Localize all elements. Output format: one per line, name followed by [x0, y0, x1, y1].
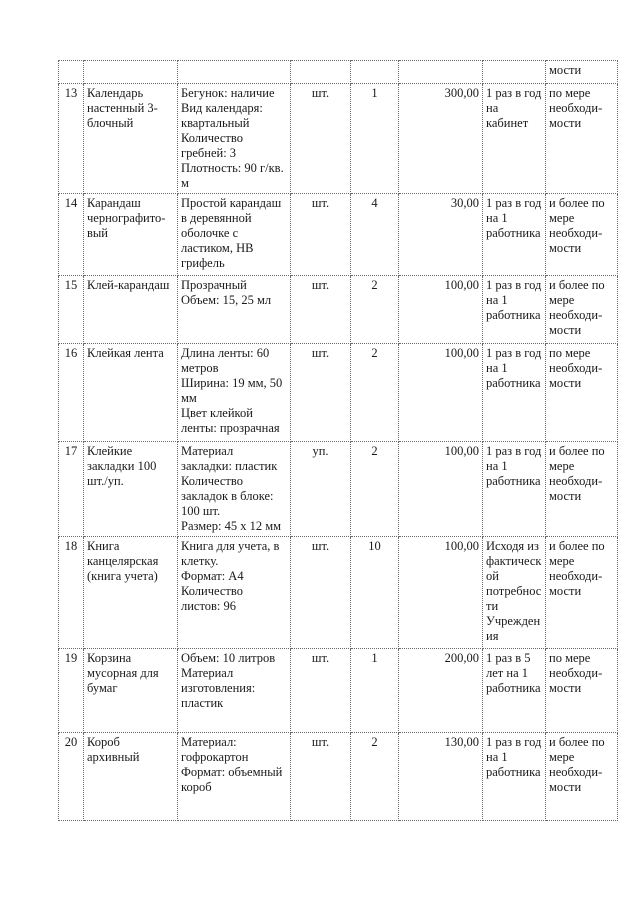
cell-name: Клейкая лента — [84, 344, 178, 442]
cell-spec: Прозрачный Объем: 15, 25 мл — [178, 276, 291, 344]
cell-note: и более по мере необходи- мости — [546, 537, 618, 649]
cell-number: 20 — [59, 733, 84, 821]
cell-unit: шт. — [291, 733, 351, 821]
cell-period: 1 раз в год на 1 работника — [483, 344, 546, 442]
cell-note: по мере необходи- мости — [546, 84, 618, 194]
table-row — [59, 344, 618, 442]
cell-qty — [351, 61, 399, 84]
cell-price: 100,00 — [399, 276, 483, 344]
cell-number: 14 — [59, 194, 84, 276]
table-row — [59, 442, 618, 537]
cell-price: 100,00 — [399, 537, 483, 649]
cell-note: и более по мере необходи- мости — [546, 442, 618, 537]
items-table — [58, 60, 618, 821]
cell-number — [59, 61, 84, 84]
cell-unit: шт. — [291, 194, 351, 276]
cell-price: 300,00 — [399, 84, 483, 194]
cell-name: Книга канцелярская (книга учета) — [84, 537, 178, 649]
cell-period: 1 раз в год на 1 работника — [483, 194, 546, 276]
cell-price: 200,00 — [399, 649, 483, 733]
cell-spec: Длина ленты: 60 метров Ширина: 19 мм, 50 мм Цвет клейкой ленты: прозрачная — [178, 344, 291, 442]
cell-name: Клей-карандаш — [84, 276, 178, 344]
cell-qty: 1 — [351, 84, 399, 194]
cell-note: мости — [546, 61, 618, 84]
cell-spec: Материал: гофрокартон Формат: объемный короб — [178, 733, 291, 821]
items-table-body — [59, 61, 618, 821]
cell-spec: Материал закладки: пластик Количество закладок в блоке: 100 шт. Размер: 45 х 12 мм — [178, 442, 291, 537]
cell-price: 130,00 — [399, 733, 483, 821]
cell-name: Короб архивный — [84, 733, 178, 821]
cell-note: по мере необходи- мости — [546, 649, 618, 733]
table-row — [59, 537, 618, 649]
cell-number: 17 — [59, 442, 84, 537]
cell-price: 30,00 — [399, 194, 483, 276]
cell-name: Клейкие закладки 100 шт./уп. — [84, 442, 178, 537]
cell-period: 1 раз в год на кабинет — [483, 84, 546, 194]
table-row — [59, 276, 618, 344]
cell-price: 100,00 — [399, 442, 483, 537]
cell-unit: шт. — [291, 84, 351, 194]
cell-qty: 1 — [351, 649, 399, 733]
cell-spec: Объем: 10 литров Материал изготовления: пластик — [178, 649, 291, 733]
cell-period: 1 раз в год на 1 работника — [483, 733, 546, 821]
cell-name: Календарь настенный 3- блочный — [84, 84, 178, 194]
cell-period: 1 раз в год на 1 работника — [483, 442, 546, 537]
cell-unit: шт. — [291, 537, 351, 649]
cell-price — [399, 61, 483, 84]
cell-note: и более по мере необходи- мости — [546, 733, 618, 821]
cell-period — [483, 61, 546, 84]
cell-unit: уп. — [291, 442, 351, 537]
cell-name — [84, 61, 178, 84]
cell-number: 13 — [59, 84, 84, 194]
cell-number: 18 — [59, 537, 84, 649]
continuation-row — [59, 61, 618, 84]
cell-note: по мере необходи- мости — [546, 344, 618, 442]
cell-period: 1 раз в 5 лет на 1 работника — [483, 649, 546, 733]
cell-qty: 2 — [351, 276, 399, 344]
cell-note: и более по мере необходи- мости — [546, 194, 618, 276]
cell-spec: Простой карандаш в деревянной оболочке с ластиком, НВ грифель — [178, 194, 291, 276]
cell-period: Исходя из фактическ ой потребнос ти Учрежден ия — [483, 537, 546, 649]
cell-note: и более по мере необходи- мости — [546, 276, 618, 344]
cell-qty: 4 — [351, 194, 399, 276]
table-row — [59, 733, 618, 821]
cell-qty: 2 — [351, 733, 399, 821]
cell-number: 16 — [59, 344, 84, 442]
cell-qty: 10 — [351, 537, 399, 649]
cell-unit: шт. — [291, 344, 351, 442]
cell-price: 100,00 — [399, 344, 483, 442]
table-row — [59, 649, 618, 733]
cell-number: 15 — [59, 276, 84, 344]
table-row — [59, 194, 618, 276]
cell-number: 19 — [59, 649, 84, 733]
cell-name: Карандаш чернографито- вый — [84, 194, 178, 276]
cell-spec: Бегунок: наличие Вид календаря: квартальный Количество гребней: 3 Плотность: 90 г/кв. м — [178, 84, 291, 194]
table-row — [59, 84, 618, 194]
cell-unit: шт. — [291, 649, 351, 733]
cell-unit: шт. — [291, 276, 351, 344]
cell-period: 1 раз в год на 1 работника — [483, 276, 546, 344]
cell-name: Корзина мусорная для бумаг — [84, 649, 178, 733]
cell-qty: 2 — [351, 344, 399, 442]
cell-spec — [178, 61, 291, 84]
cell-spec: Книга для учета, в клетку. Формат: А4 Количество листов: 96 — [178, 537, 291, 649]
cell-unit — [291, 61, 351, 84]
cell-qty: 2 — [351, 442, 399, 537]
